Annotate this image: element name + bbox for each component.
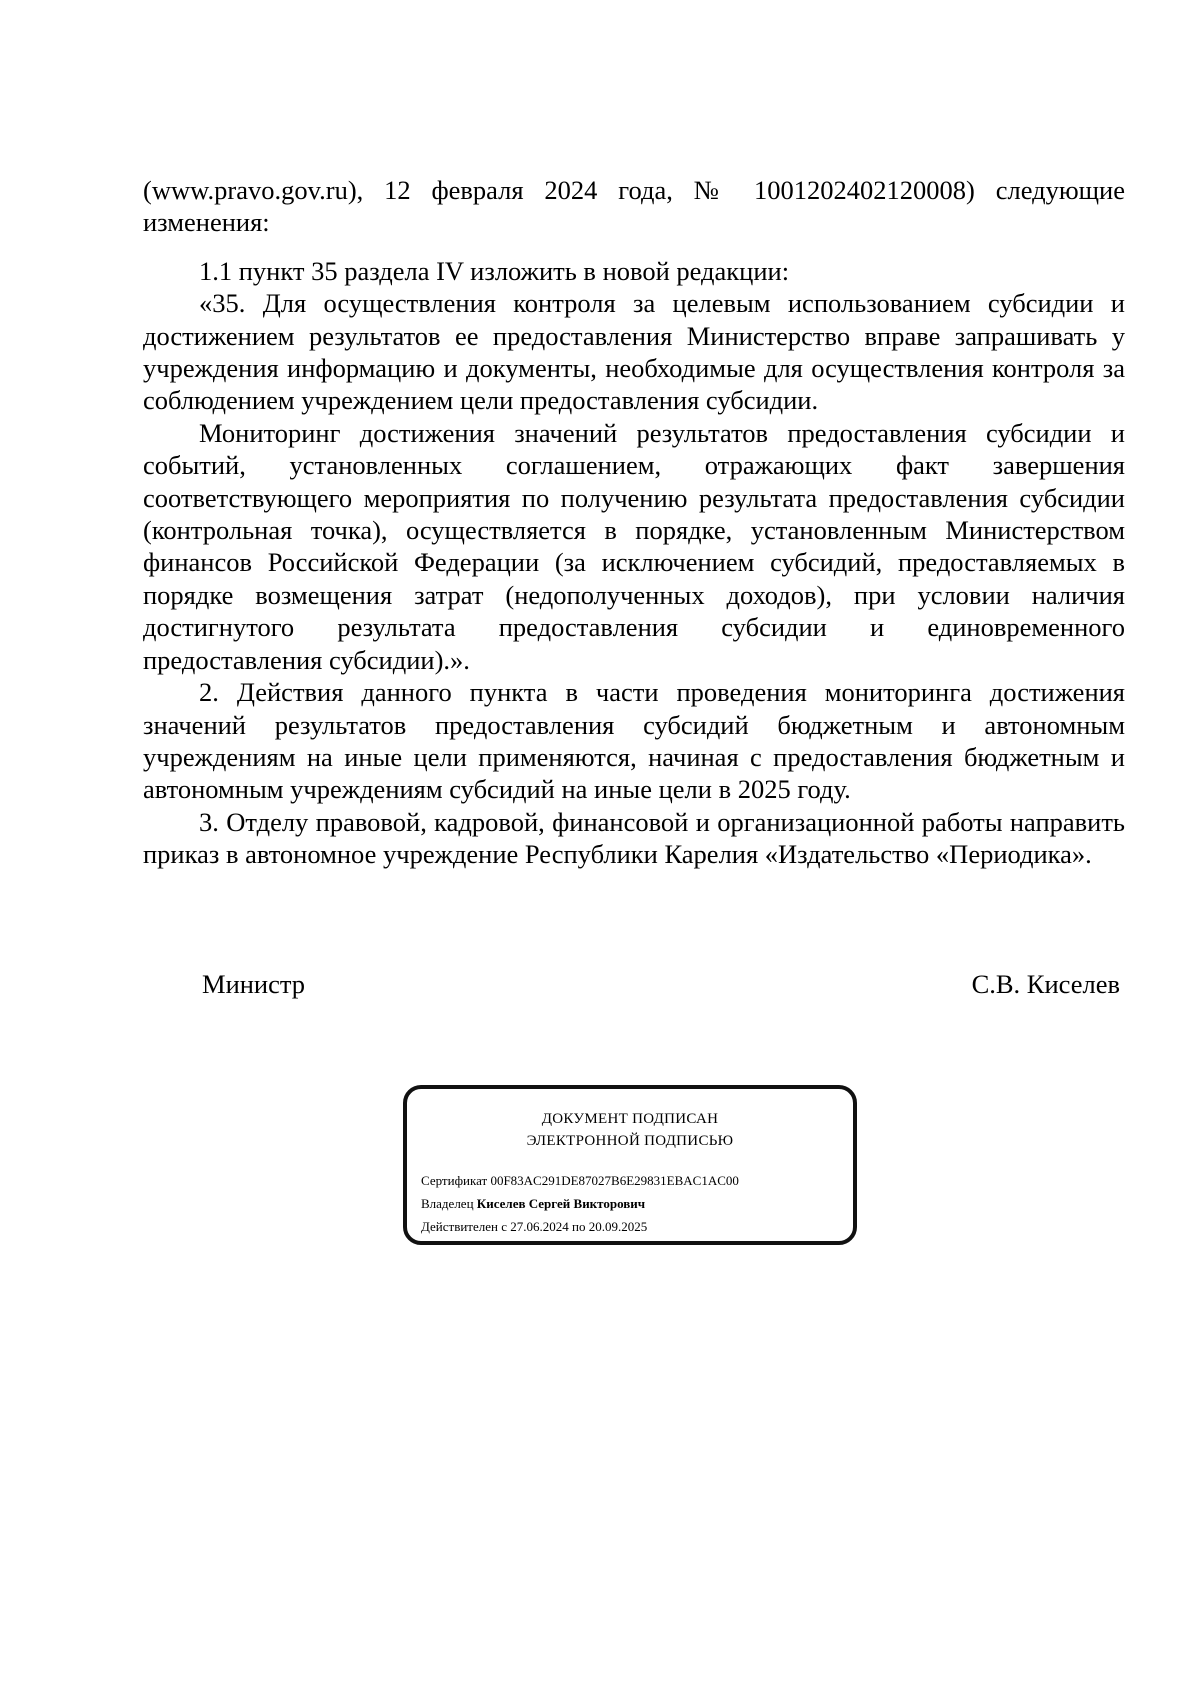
stamp-certificate-value: 00F83AC291DE87027B6E29831EBAC1AC00: [490, 1173, 739, 1188]
paragraph-monitoring: Мониторинг достижения значений результатов предоставления субсидии и событий, установленных соглашением, отражающих факт завершения соответствующего мероприятия по получению результата предоставления субсидии (контрольная точка), осуществляется в порядке, установленным Министерством финансов Российской Федерации (за исключением субсидий, предоставляемых в порядке возмещения затрат (недополученных доходов), при условии наличия достигнутого результата предоставления субсидии и единовременного предоставления субсидии).».: [143, 417, 1125, 675]
stamp-title-line-2: ЭЛЕКТРОННОЙ ПОДПИСЬЮ: [526, 1133, 734, 1149]
stamp-owner-row: [421, 1195, 645, 1213]
paragraph-intro-continuation: (www.pravo.gov.ru), 12 февраля 2024 года, № 1001202402120008) следующие изменения:: [143, 175, 1125, 238]
stamp-owner-label: Владелец: [421, 1196, 474, 1211]
stamp-certificate-row: [421, 1172, 739, 1190]
stamp-validity-row: [421, 1218, 647, 1236]
signature-name: С.В. Киселев: [971, 969, 1120, 999]
stamp-valid-to: 20.09.2025: [588, 1219, 648, 1234]
paragraph-item-3: 3. Отделу правовой, кадровой, финансовой и организационной работы направить приказ в автономное учреждение Республики Карелия «Издательство «Периодика».: [143, 806, 1125, 870]
stamp-title-line-1: ДОКУМЕНТ ПОДПИСАН: [541, 1111, 719, 1127]
document-body: [143, 174, 1125, 871]
stamp-owner-value: Киселев Сергей Викторович: [476, 1196, 646, 1211]
paragraph-item-1-1: 1.1 пункт 35 раздела IV изложить в новой редакции:: [199, 255, 790, 286]
stamp-title: [407, 1108, 853, 1152]
paragraph-item-2: 2. Действия данного пункта в части проведения мониторинга достижения значений результатов предоставления субсидий бюджетным и автономным учреждениям на иные цели применяются, начиная с предоставления бюджетным и автономным учреждениям субсидий на иные цели в 2025 году.: [143, 677, 1125, 805]
electronic-signature-stamp: [403, 1085, 857, 1245]
paragraph-clause-35: «35. Для осуществления контроля за целевым использованием субсидии и достижением результатов ее предоставления Министерство вправе запрашивать у учреждения информацию и документы, необходимые для осуществления контроля за соблюдением учреждением цели предоставления субсидии.: [143, 288, 1125, 416]
stamp-valid-from: 27.06.2024: [510, 1219, 569, 1234]
stamp-valid-to-label: по: [572, 1219, 586, 1234]
stamp-certificate-label: Сертификат: [421, 1173, 488, 1188]
stamp-valid-from-label: с: [501, 1219, 507, 1234]
stamp-valid-label: Действителен: [421, 1219, 498, 1234]
signature-role: Министр: [202, 969, 306, 999]
